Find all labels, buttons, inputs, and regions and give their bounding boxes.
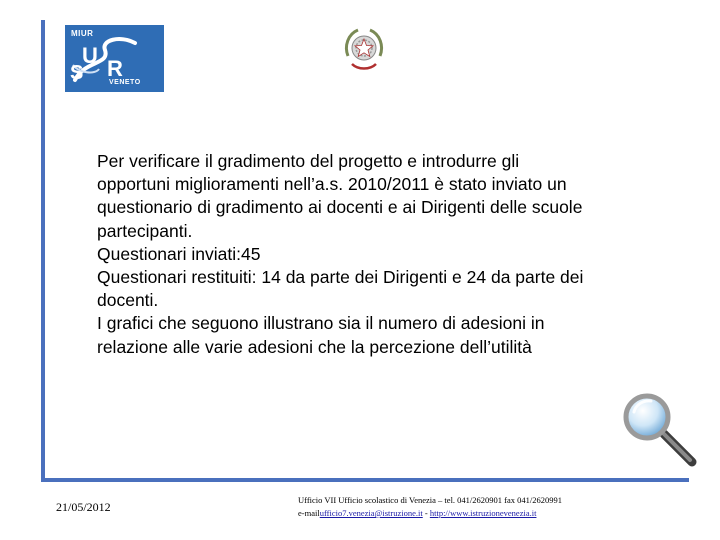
body-line: Per verificare il gradimento del progetto e introdurre gli bbox=[97, 151, 520, 171]
footer-date: 21/05/2012 bbox=[56, 500, 111, 514]
body-line: questionario di gradimento ai docenti e ai Dirigenti delle scuole bbox=[97, 197, 583, 218]
body-line: opportuni miglioramenti nell’a.s. 2010/2011 è stato inviato un bbox=[97, 174, 567, 195]
body-line: relazione alle varie adesioni che la percezione dell’utilità bbox=[97, 336, 532, 357]
footer-office-line: Ufficio VII Ufficio scolastico di Venezia – tel. 041/2620901 fax 041/2620991 bbox=[298, 495, 563, 505]
magnifier-icon bbox=[620, 390, 700, 470]
logo-top-text: MIUR bbox=[71, 29, 94, 38]
republic-emblem-icon bbox=[342, 26, 386, 74]
footer-contact-line bbox=[298, 507, 678, 520]
footer-website-link[interactable]: http://www.istruzionevenezia.it bbox=[429, 508, 537, 518]
bottom-accent-rule bbox=[41, 478, 689, 482]
footer-contact bbox=[298, 494, 678, 520]
body-line: Questionari inviati:45 bbox=[97, 243, 261, 264]
usr-veneto-logo bbox=[65, 25, 164, 92]
body-line: I grafici che seguono illustrano sia il numero di adesioni in bbox=[97, 313, 545, 334]
logo-bottom-text: VENETO bbox=[109, 79, 141, 86]
logo-letter-r: R bbox=[107, 56, 123, 81]
body-line: partecipanti. bbox=[97, 220, 193, 241]
body-line: docenti. bbox=[97, 290, 159, 311]
left-accent-rule bbox=[41, 20, 45, 482]
body-text bbox=[97, 150, 667, 359]
logo-letter-u: U bbox=[82, 43, 98, 68]
footer-separator: - bbox=[422, 508, 430, 518]
logo-letter-s: S bbox=[70, 62, 84, 84]
footer-email-link[interactable]: ufficio7.venezia@istruzione.it bbox=[319, 508, 423, 518]
footer-email-label: e-mail bbox=[298, 508, 320, 518]
body-line: Questionari restituiti: 14 da parte dei Dirigenti e 24 da parte dei bbox=[97, 267, 584, 288]
